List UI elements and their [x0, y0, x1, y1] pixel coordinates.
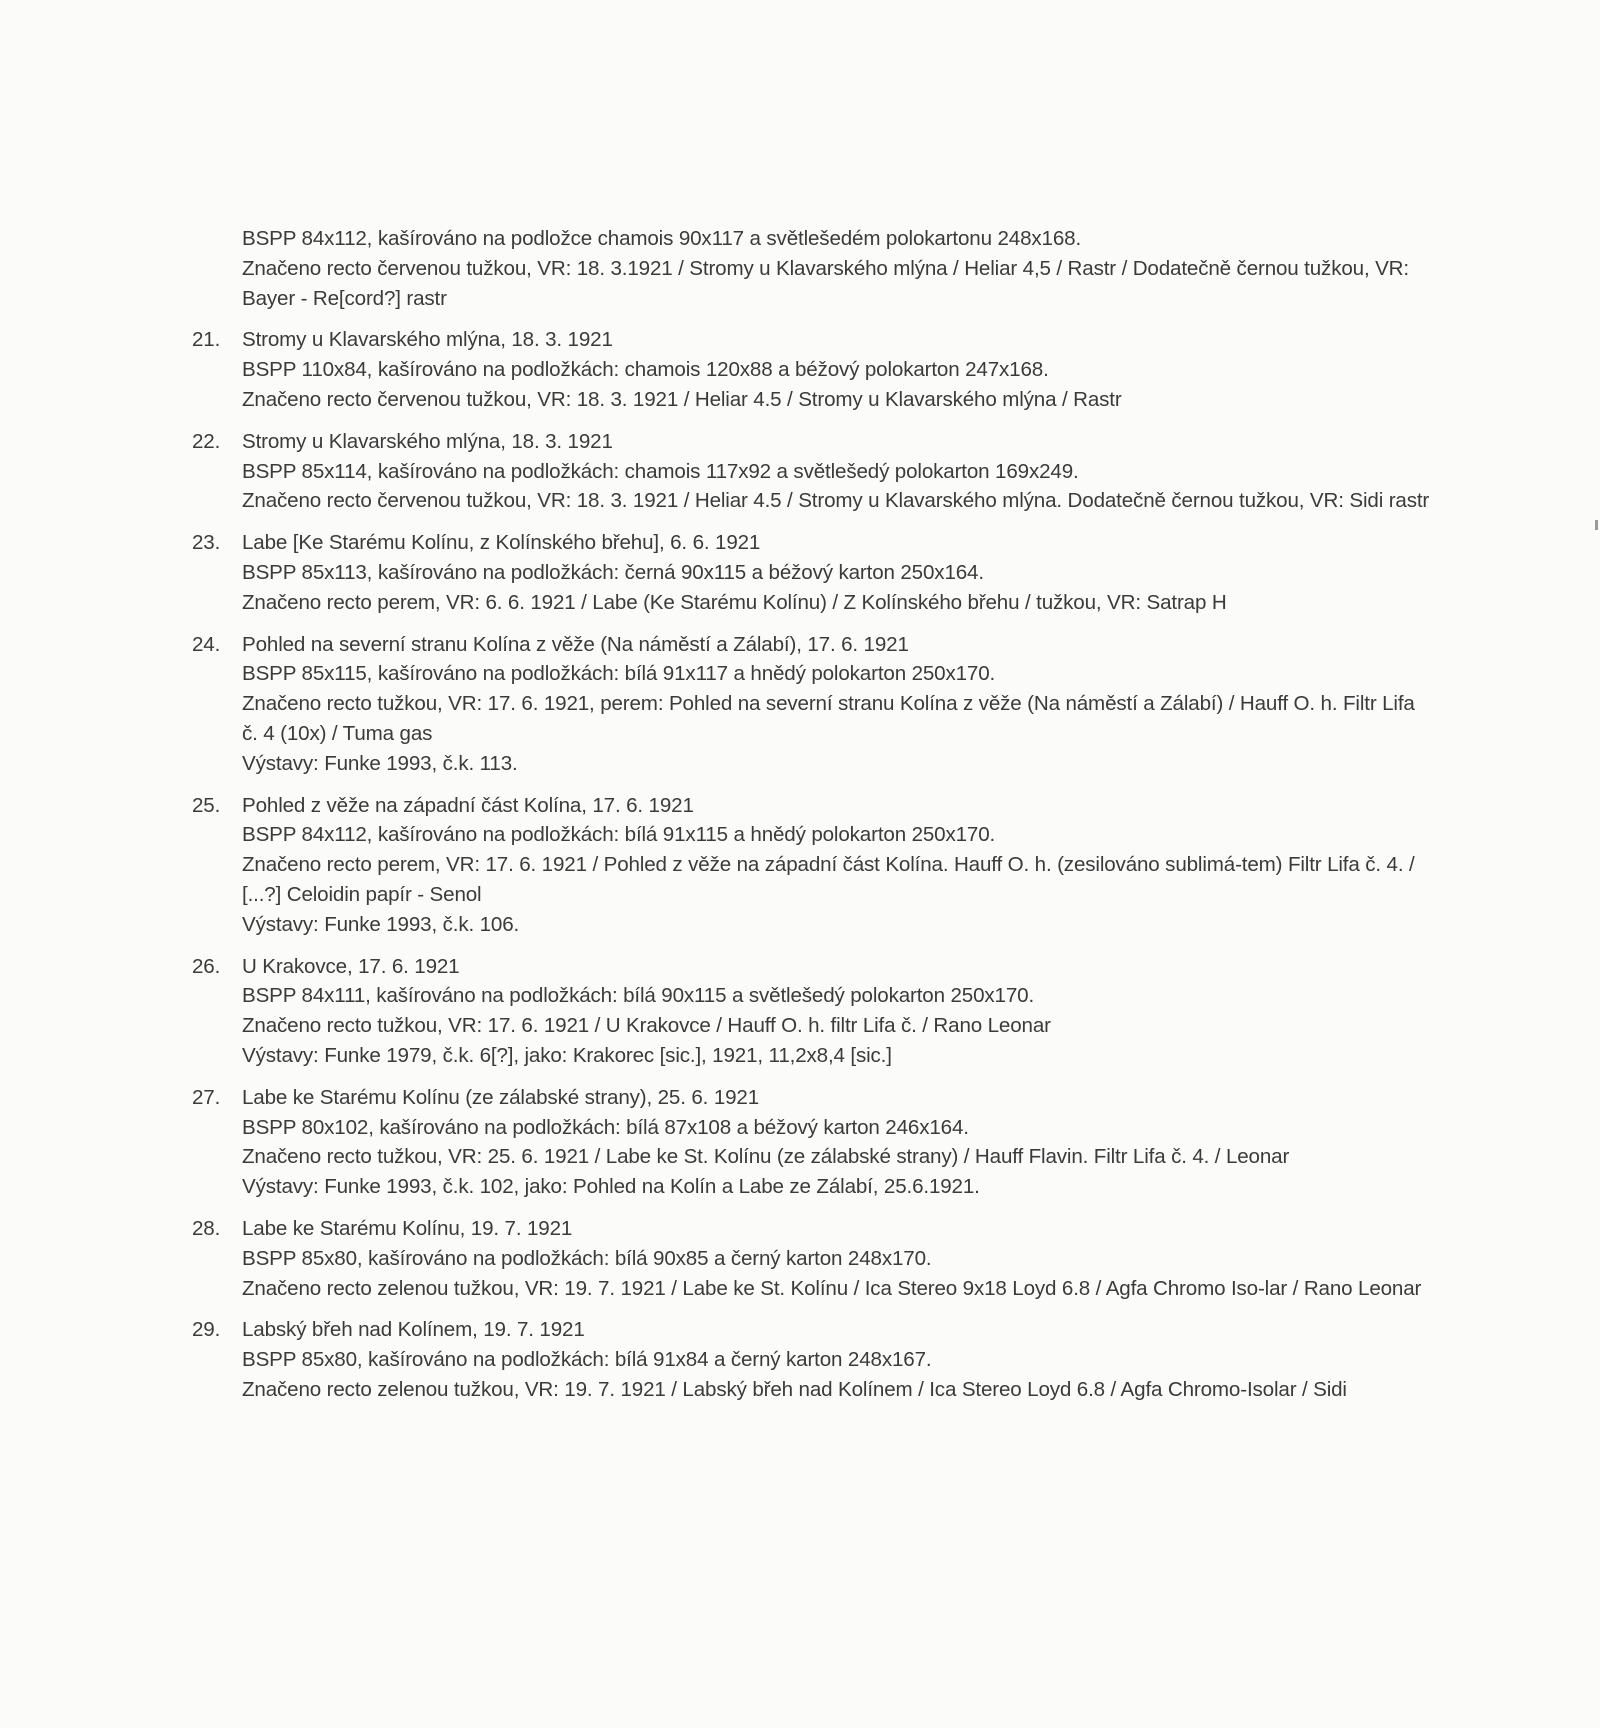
- entry-line: Značeno recto tužkou, VR: 25. 6. 1921 / Labe ke St. Kolínu (ze zálabské strany) / Hauff Flavin. Filtr Lifa č. 4. / Leonar: [242, 1145, 1290, 1169]
- entry-title: Pohled z věže na západní část Kolína, 17. 6. 1921: [242, 793, 694, 817]
- entry-title: U Krakovce, 17. 6. 1921: [242, 954, 460, 978]
- entry-line: Značeno recto perem, VR: 17. 6. 1921 / Pohled z věže na západní část Kolína. Hauff O. h. (zesilováno sublimá-tem) Filtr Lifa č. 4. / [...?] Celoidin papír - Senol: [242, 853, 1415, 906]
- entry-line: Značeno recto zelenou tužkou, VR: 19. 7. 1921 / Labský břeh nad Kolínem / Ica Stereo Loyd 6.8 / Agfa Chromo-Isolar / Sidi: [242, 1377, 1347, 1401]
- entry-number: 28.: [192, 1216, 221, 1240]
- entry-number: 29.: [192, 1318, 221, 1342]
- entry-title: Labe ke Starému Kolínu, 19. 7. 1921: [242, 1216, 573, 1240]
- entry-line: Značeno recto červenou tužkou, VR: 18. 3. 1921 / Heliar 4.5 / Stromy u Klavarského mlýna / Rastr: [242, 387, 1122, 411]
- entry-line: BSPP 85x80, kašírováno na podložkách: bílá 91x84 a černý karton 248x167.: [242, 1348, 932, 1372]
- catalog-entry-25: [192, 791, 1432, 940]
- page-edge-mark: [1595, 520, 1598, 530]
- entry-title: Labe [Ke Starému Kolínu, z Kolínského břehu], 6. 6. 1921: [242, 531, 761, 555]
- entry-body: [242, 630, 1432, 779]
- entry-line: BSPP 85x80, kašírováno na podložkách: bílá 90x85 a černý karton 248x170.: [242, 1246, 932, 1270]
- entry-body: [242, 427, 1432, 516]
- entry-line: BSPP 110x84, kašírováno na podložkách: chamois 120x88 a béžový polokarton 247x168.: [242, 358, 1049, 382]
- entry-body: [242, 791, 1432, 940]
- entry-line: BSPP 85x113, kašírováno na podložkách: černá 90x115 a béžový karton 250x164.: [242, 560, 984, 584]
- catalog-entry-26: [192, 952, 1432, 1071]
- catalog-entry-23: [192, 528, 1432, 617]
- entry-body: [242, 325, 1432, 414]
- entry-title: Pohled na severní stranu Kolína z věže (Na náměstí a Zálabí), 17. 6. 1921: [242, 632, 909, 656]
- entry-line: BSPP 85x114, kašírováno na podložkách: chamois 117x92 a světlešedý polokarton 169x249.: [242, 459, 1079, 483]
- entry-body: [242, 1315, 1432, 1404]
- entry-number: 26.: [192, 954, 221, 978]
- entry-exhibitions: Výstavy: Funke 1993, č.k. 113.: [242, 751, 518, 775]
- entry-number: 25.: [192, 793, 221, 817]
- entry-line: Značeno recto zelenou tužkou, VR: 19. 7. 1921 / Labe ke St. Kolínu / Ica Stereo 9x18 Loyd 6.8 / Agfa Chromo Iso-lar / Rano Leonar: [242, 1276, 1422, 1300]
- catalog-entry-21: [192, 325, 1432, 414]
- entry-exhibitions: Výstavy: Funke 1993, č.k. 102, jako: Pohled na Kolín a Labe ze Zálabí, 25.6.1921.: [242, 1175, 980, 1199]
- catalog-list: [192, 224, 1432, 1417]
- entry-title: Stromy u Klavarského mlýna, 18. 3. 1921: [242, 429, 613, 453]
- entry-line: BSPP 84x112, kašírováno na podložkách: bílá 91x115 a hnědý polokarton 250x170.: [242, 823, 996, 847]
- entry-line: Značeno recto perem, VR: 6. 6. 1921 / Labe (Ke Starému Kolínu) / Z Kolínského břehu / tužkou, VR: Satrap H: [242, 590, 1227, 614]
- entry-line: Značeno recto červenou tužkou, VR: 18. 3.1921 / Stromy u Klavarského mlýna / Heliar 4,5 / Rastr / Dodatečně černou tužkou, VR: Bayer - Re[cord?] rastr: [242, 256, 1409, 310]
- entry-body: [242, 1083, 1432, 1202]
- catalog-entry-22: [192, 427, 1432, 516]
- entry-title: Labský břeh nad Kolínem, 19. 7. 1921: [242, 1318, 585, 1342]
- entry-line: BSPP 85x115, kašírováno na podložkách: bílá 91x117 a hnědý polokarton 250x170.: [242, 662, 996, 686]
- entry-number: 27.: [192, 1085, 221, 1109]
- catalog-entry-24: [192, 630, 1432, 779]
- entry-number: 22.: [192, 429, 221, 453]
- catalog-entry-28: [192, 1214, 1432, 1303]
- entry-number: 23.: [192, 531, 221, 555]
- entry-exhibitions: Výstavy: Funke 1993, č.k. 106.: [242, 912, 520, 936]
- entry-body: [242, 952, 1432, 1071]
- entry-title: Labe ke Starému Kolínu (ze zálabské strany), 25. 6. 1921: [242, 1085, 760, 1109]
- catalog-entry-27: [192, 1083, 1432, 1202]
- entry-line: Značeno recto tužkou, VR: 17. 6. 1921, perem: Pohled na severní stranu Kolína z věže (Na náměstí a Zálabí) / Hauff O. h. Filtr Lifa č. 4 (10x) / Tuma gas: [242, 692, 1415, 745]
- continued-entry: [192, 224, 1432, 313]
- entry-body: [242, 1214, 1432, 1303]
- entry-number: 21.: [192, 328, 221, 352]
- entry-exhibitions: Výstavy: Funke 1979, č.k. 6[?], jako: Krakorec [sic.], 1921, 11,2x8,4 [sic.]: [242, 1043, 892, 1067]
- entry-title: Stromy u Klavarského mlýna, 18. 3. 1921: [242, 328, 613, 352]
- entry-line: Značeno recto tužkou, VR: 17. 6. 1921 / U Krakovce / Hauff O. h. filtr Lifa č. / Rano Leonar: [242, 1014, 1051, 1038]
- catalog-entry-29: [192, 1315, 1432, 1404]
- entry-line: BSPP 84x112, kašírováno na podložce chamois 90x117 a světlešedém polokartonu 248x168.: [242, 227, 1082, 250]
- entry-number: 24.: [192, 632, 221, 656]
- entry-body: [242, 528, 1432, 617]
- entry-line: BSPP 84x111, kašírováno na podložkách: bílá 90x115 a světlešedý polokarton 250x170.: [242, 984, 1035, 1008]
- entry-line: BSPP 80x102, kašírováno na podložkách: bílá 87x108 a béžový karton 246x164.: [242, 1115, 969, 1139]
- entry-line: Značeno recto červenou tužkou, VR: 18. 3. 1921 / Heliar 4.5 / Stromy u Klavarského mlýna. Dodatečně černou tužkou, VR: Sidi rastr: [242, 489, 1430, 513]
